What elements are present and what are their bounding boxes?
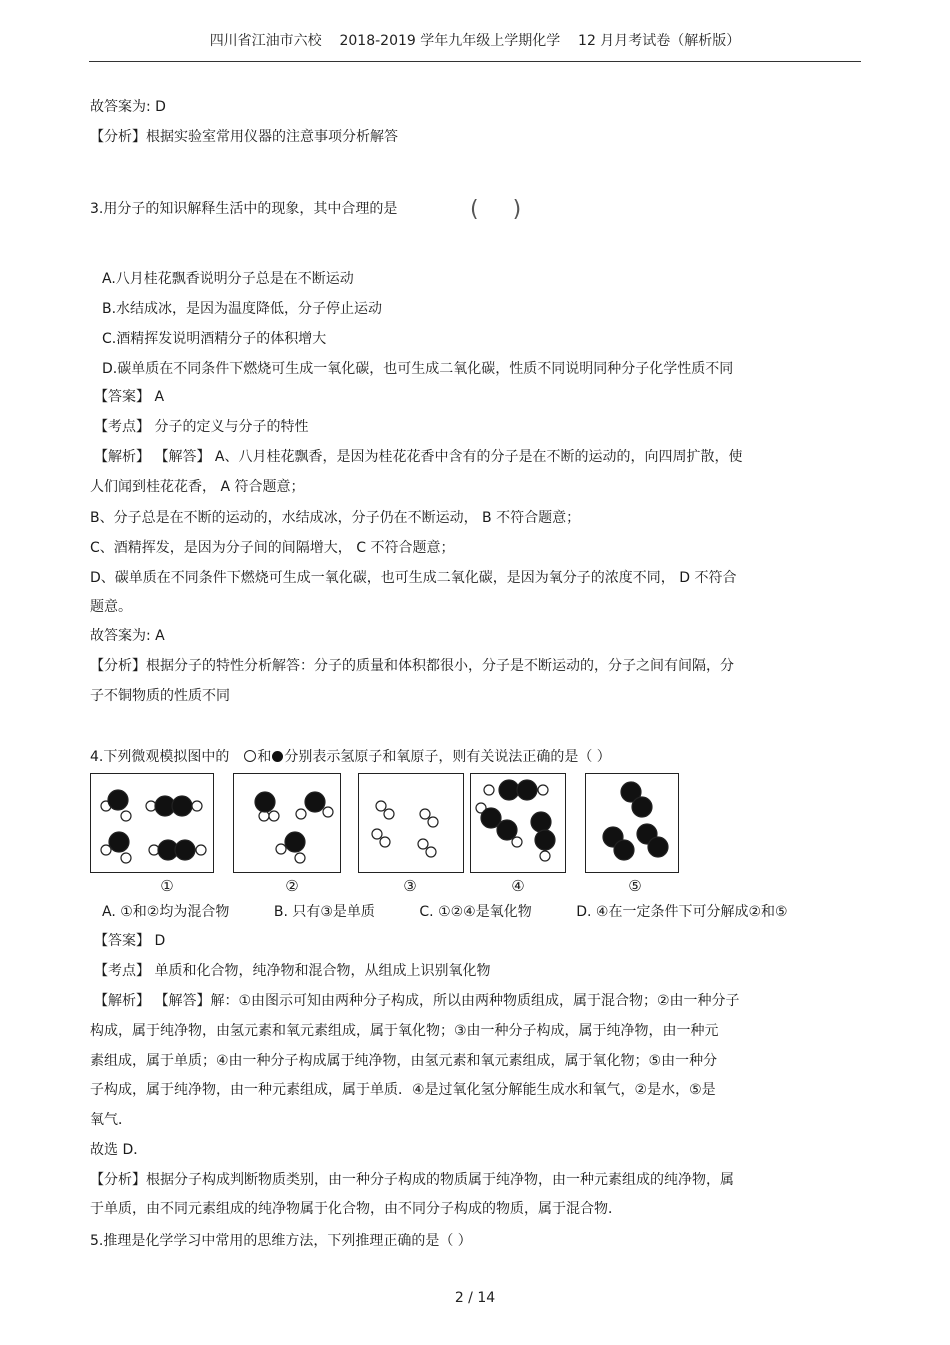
question-4-title <box>90 748 611 766</box>
paren-open: ( <box>470 197 479 222</box>
question-3-final-answer: 故答案为: A <box>90 628 165 644</box>
question-3-title: 3.用分子的知识解释生活中的现象，其中合理的是 <box>90 201 398 217</box>
question-3-option-b: B.水结成冰，是因为温度降低，分子停止运动 <box>102 301 383 317</box>
question-4-options: A. ①和②均为混合物 B. 只有③是单质 C. ①②④是氧化物 D. ④在一定条件下可分解成②和⑤ <box>102 904 788 920</box>
question-4-explanation: 子构成，属于纯净物，由一种元素组成，属于单质．④是过氧化氢分解能生成水和氧气，②是水，⑤是 <box>90 1082 716 1098</box>
question-3-analysis: 子不铜物质的性质不同 <box>90 688 230 704</box>
question-3-explanation: B、分子总是在不断的运动的，水结成冰，分子仍在不断运动， B 不符合题意； <box>90 510 581 526</box>
model-box-5 <box>585 773 679 873</box>
question-3-explanation: 题意。 <box>90 599 132 615</box>
model-box-1 <box>90 773 214 873</box>
oxygen-atom-symbol <box>272 751 283 762</box>
question-3-analysis: 【分析】根据分子的特性分析解答：分子的质量和体积都很小，分子是不断运动的，分子之间有间隔，分 <box>90 658 734 674</box>
question-4-explanation: 构成，属于纯净物，由氢元素和氧元素组成，属于氧化物；③由一种分子构成，属于纯净物，由一种元 <box>90 1023 719 1039</box>
question-4-knowledge-point: 【考点】 单质和化合物，纯净物和混合物，从组成上识别氧化物 <box>94 963 491 979</box>
header-divider <box>89 61 861 62</box>
question-3-knowledge-point: 【考点】 分子的定义与分子的特性 <box>94 419 309 435</box>
question-3-option-d: D.碳单质在不同条件下燃烧可生成一氧化碳，也可生成二氧化碳，性质不同说明同种分子化学性质不同 <box>102 361 734 377</box>
question-4-answer: 【答案】 D <box>94 933 166 949</box>
question-3-explanation: D、碳单质在不同条件下燃烧可生成一氧化碳，也可生成二氧化碳，是因为氧分子的浓度不同， D 不符合 <box>90 570 737 586</box>
model-label-4: ④ <box>511 877 525 895</box>
page-number: 2 / 14 <box>454 1290 496 1306</box>
analysis-line: 【分析】根据实验室常用仪器的注意事项分析解答 <box>90 129 398 145</box>
question-4-title-start: 4.下列微观模拟图中的 <box>90 749 230 765</box>
question-4-explanation: 氧气． <box>90 1112 132 1128</box>
model-box-2 <box>233 773 341 873</box>
paren-close: ) <box>512 197 522 222</box>
model-box-4 <box>470 773 566 873</box>
question-4-title-end: 分别表示氢原子和氧原子，则有关说法正确的是（ ） <box>284 749 611 765</box>
question-4-explanation: 素组成，属于单质；④由一种分子构成属于纯净物，由氢元素和氧元素组成，属于氧化物；⑤由一种分 <box>90 1053 718 1069</box>
question-4-title-and: 和 <box>257 749 272 765</box>
question-3-option-c: C.酒精挥发说明酒精分子的体积增大 <box>102 331 327 347</box>
question-3-explanation: 【解析】 【解答】 A、八月桂花飘香，是因为桂花花香中含有的分子是在不断的运动的，向四周扩散，使 <box>94 449 743 465</box>
model-label-5: ⑤ <box>628 877 642 895</box>
model-label-2: ② <box>285 877 299 895</box>
model-label-3: ③ <box>403 877 417 895</box>
question-3-answer-blank <box>470 197 521 222</box>
question-3-option-a: A.八月桂花飘香说明分子总是在不断运动 <box>102 271 354 287</box>
question-4-analysis: 于单质，由不同元素组成的纯净物属于化合物，由不同分子构成的物质，属于混合物． <box>90 1201 622 1217</box>
hydrogen-atom-symbol <box>244 750 256 762</box>
page-header-title: 四川省江油市六校 2018-2019 学年九年级上学期化学 12 月月考试卷（解析版） <box>209 33 741 49</box>
model-label-1: ① <box>160 877 174 895</box>
question-3-explanation: 人们闻到桂花花香， A 符合题意； <box>90 479 305 495</box>
model-box-3 <box>358 773 464 873</box>
question-3-answer: 【答案】 A <box>94 389 165 405</box>
question-5-title: 5.推理是化学学习中常用的思维方法，下列推理正确的是（ ） <box>90 1233 472 1249</box>
molecule-model-figure <box>90 773 690 873</box>
question-3-explanation: C、酒精挥发，是因为分子间的间隔增大， C 不符合题意； <box>90 540 455 556</box>
question-4-choice: 故选 D． <box>90 1142 148 1158</box>
question-4-analysis: 【分析】根据分子构成判断物质类别，由一种分子构成的物质属于纯净物，由一种元素组成的纯净物，属 <box>90 1172 734 1188</box>
question-4-explanation: 【解析】 【解答】解：①由图示可知由两种分子构成，所以由两种物质组成，属于混合物；②由一种分子 <box>94 993 740 1009</box>
answer-line: 故答案为: D <box>90 99 166 115</box>
